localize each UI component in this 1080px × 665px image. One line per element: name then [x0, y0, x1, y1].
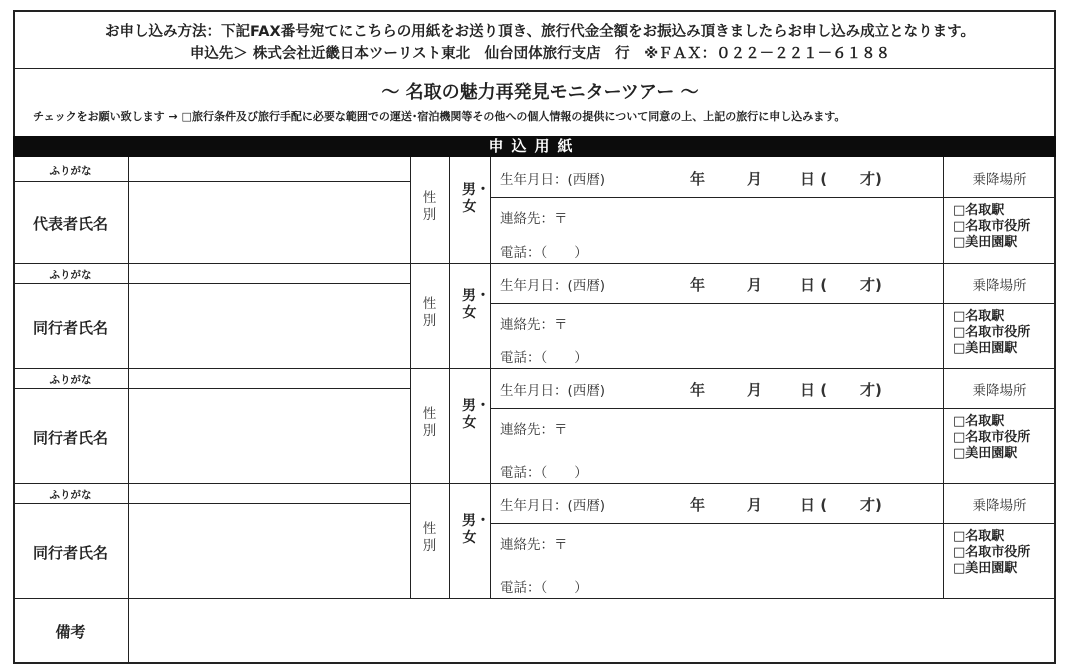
name-input[interactable]: [130, 390, 408, 481]
furigana-divider: [13, 283, 410, 284]
remarks-divider: [13, 598, 1056, 599]
contact-label: 連絡先：〒: [500, 422, 568, 438]
birthday-divider: [490, 408, 1056, 409]
furigana-input[interactable]: [130, 265, 408, 281]
birth-year-unit: 年: [690, 170, 706, 188]
birth-day-unit: 日 (: [800, 170, 828, 188]
birth-month-unit: 月: [747, 381, 763, 399]
birthday-divider: [490, 523, 1056, 524]
furigana-input[interactable]: [130, 159, 408, 179]
boarding-place-label: 乗降場所: [972, 383, 1027, 399]
boarding-stop-option[interactable]: □美田園駅: [953, 341, 1018, 356]
name-input[interactable]: [130, 183, 408, 261]
application-destination-text: 申込先＞ 株式会社近畿日本ツーリスト東北 仙台団体旅行支店 行 ※ＦＡＸ：０２２－２２１－６１８８: [189, 46, 891, 62]
contact-label: 連絡先：〒: [500, 211, 568, 227]
furigana-label: ふりがな: [49, 373, 92, 386]
contact-label: 連絡先：〒: [500, 537, 568, 553]
gender-options[interactable]: 男・女: [462, 182, 490, 215]
phone-label: 電話：（ ）: [500, 350, 588, 366]
info-column-divider: [490, 483, 491, 598]
row-divider: [13, 368, 1056, 369]
age-unit: 才): [860, 276, 882, 294]
boarding-stop-option[interactable]: □名取駅: [953, 309, 1005, 324]
name-input[interactable]: [130, 505, 408, 596]
age-unit: 才): [860, 170, 882, 188]
birth-month-unit: 月: [747, 496, 763, 514]
furigana-divider: [13, 388, 410, 389]
name-label: 同行者氏名: [32, 428, 108, 447]
consent-text: チェックをお願い致します → □旅行条件及び旅行手配に必要な範囲での運送･宿泊機関等その他への個人情報の提供について同意の上、上記の旅行に申し込みます。: [33, 110, 846, 123]
boarding-stop-option[interactable]: □名取市役所: [953, 430, 1031, 445]
name-label: 代表者氏名: [32, 215, 108, 233]
tour-title: ～ 名取の魅力再発見モニターツアー ～: [381, 82, 699, 103]
furigana-divider: [13, 181, 410, 182]
boarding-stop-option[interactable]: □名取駅: [953, 529, 1005, 544]
remarks-field[interactable]: [130, 600, 1054, 662]
furigana-input[interactable]: [130, 485, 408, 501]
birth-month-unit: 月: [747, 170, 763, 188]
birth-date-label: 生年月日：(西暦): [500, 172, 606, 188]
name-input[interactable]: [130, 285, 408, 366]
section-title: 申込用紙: [488, 137, 581, 155]
gender-options[interactable]: 男・女: [462, 397, 490, 431]
furigana-input[interactable]: [130, 370, 408, 386]
section-title-bar: [13, 136, 1056, 157]
name-column-divider: [128, 368, 129, 483]
gender-label: 性別: [422, 520, 437, 554]
birth-day-unit: 日 (: [800, 496, 828, 514]
name-column-divider: [128, 483, 129, 598]
phone-label: 電話：（ ）: [500, 580, 588, 596]
birth-date-label: 生年月日：(西暦): [500, 383, 606, 399]
birth-year-unit: 年: [690, 496, 706, 514]
boarding-stop-option[interactable]: □美田園駅: [953, 561, 1018, 576]
gender-label: 性別: [422, 295, 437, 329]
birth-date-label: 生年月日：(西暦): [500, 498, 606, 514]
boarding-stop-option[interactable]: □名取駅: [953, 414, 1005, 429]
furigana-label: ふりがな: [49, 268, 92, 281]
age-unit: 才): [860, 381, 882, 399]
birth-day-unit: 日 (: [800, 276, 828, 294]
gender-label: 性別: [422, 405, 437, 439]
remarks-label: 備考: [55, 623, 86, 641]
birth-year-unit: 年: [690, 381, 706, 399]
row-divider: [13, 263, 1056, 264]
birth-month-unit: 月: [747, 276, 763, 294]
name-label: 同行者氏名: [32, 543, 108, 562]
boarding-place-label: 乗降場所: [972, 498, 1027, 514]
boarding-stop-option[interactable]: □美田園駅: [953, 446, 1018, 461]
birth-year-unit: 年: [690, 276, 706, 294]
birth-day-unit: 日 (: [800, 381, 828, 399]
gender-label: 性別: [422, 190, 437, 223]
application-method-text: お申し込み方法：下記FAX番号宛てにこちらの用紙をお送り頂き、旅行代金全額をお振込み頂きましたらお申し込み成立となります。: [105, 24, 975, 40]
row-divider: [13, 483, 1056, 484]
age-unit: 才): [860, 496, 882, 514]
boarding-place-label: 乗降場所: [972, 278, 1027, 294]
gender-options[interactable]: 男・女: [462, 287, 490, 321]
name-column-divider: [128, 263, 129, 368]
info-column-divider: [490, 263, 491, 368]
name-column-divider: [128, 157, 129, 263]
boarding-place-label: 乗降場所: [972, 172, 1027, 188]
boarding-stop-option[interactable]: □美田園駅: [953, 235, 1018, 250]
birthday-divider: [490, 197, 1056, 198]
info-column-divider: [490, 368, 491, 483]
birth-date-label: 生年月日：(西暦): [500, 278, 606, 294]
contact-label: 連絡先：〒: [500, 317, 568, 333]
boarding-stop-option[interactable]: □名取市役所: [953, 219, 1031, 234]
furigana-divider: [13, 503, 410, 504]
phone-label: 電話：（ ）: [500, 245, 588, 261]
phone-label: 電話：（ ）: [500, 465, 588, 481]
name-label: 同行者氏名: [32, 318, 108, 337]
boarding-stop-option[interactable]: □名取駅: [953, 203, 1005, 218]
furigana-label: ふりがな: [49, 164, 92, 177]
boarding-stop-option[interactable]: □名取市役所: [953, 325, 1031, 340]
boarding-stop-option[interactable]: □名取市役所: [953, 545, 1031, 560]
gender-options[interactable]: 男・女: [462, 512, 490, 546]
remarks-column-divider: [128, 598, 129, 664]
info-column-divider: [490, 157, 491, 263]
furigana-label: ふりがな: [49, 488, 92, 501]
birthday-divider: [490, 303, 1056, 304]
header-divider: [13, 68, 1056, 69]
